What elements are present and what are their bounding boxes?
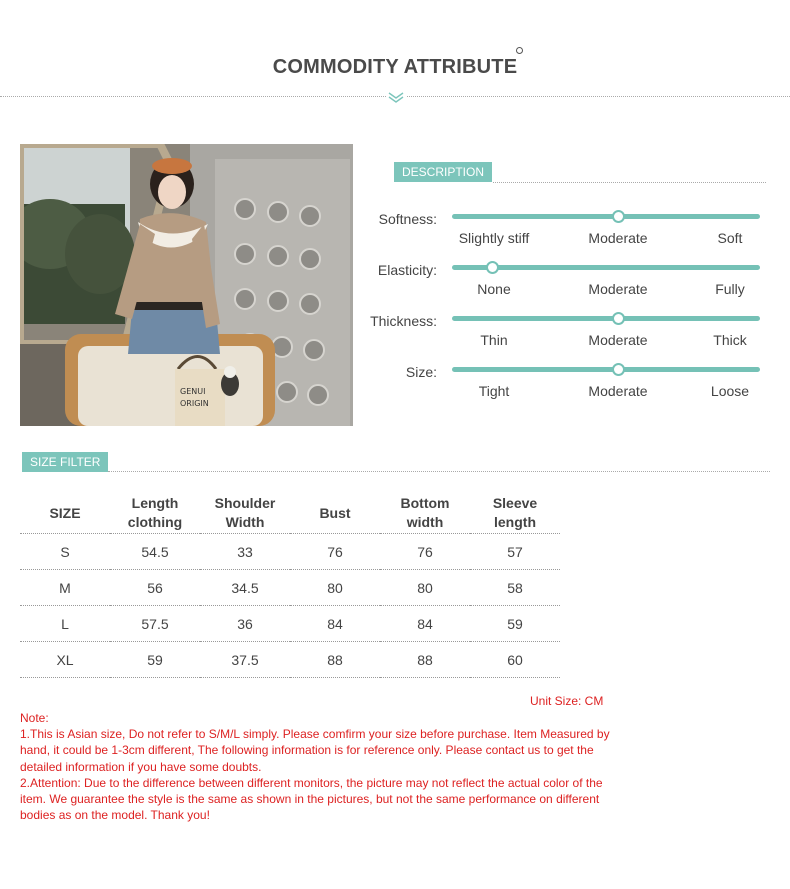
svg-text:ORIGIN: ORIGIN [180, 399, 209, 408]
attribute-option: Moderate [588, 383, 648, 399]
column-header: Bottom width [380, 493, 470, 534]
attribute-option: Moderate [588, 332, 648, 348]
table-row [20, 606, 560, 642]
table-row [20, 570, 560, 606]
table-header-row [20, 493, 560, 534]
table-row [20, 534, 560, 570]
measurement-cell: 33 [200, 534, 290, 570]
size-cell: M [20, 570, 110, 606]
attribute-slider-knob [612, 210, 625, 223]
column-header: Bust [290, 493, 380, 534]
attribute-slider-track [452, 265, 760, 270]
description-divider [493, 182, 766, 183]
size-filter-tag: SIZE FILTER [22, 452, 108, 472]
note-heading: Note: [20, 711, 49, 725]
attribute-slider-track [452, 367, 760, 372]
size-table [20, 493, 560, 678]
attribute-option: Fully [715, 281, 745, 297]
measurement-cell: 88 [380, 642, 470, 678]
attribute-slider-knob [612, 312, 625, 325]
table-row [20, 642, 560, 678]
attribute-option: Thick [713, 332, 747, 348]
attribute-option: Loose [710, 383, 750, 399]
measurement-cell: 57.5 [110, 606, 200, 642]
column-header: Length clothing [110, 493, 200, 534]
measurement-cell: 80 [380, 570, 470, 606]
measurement-cell: 88 [290, 642, 380, 678]
size-filter-divider [108, 471, 770, 472]
attribute-option: Moderate [588, 230, 648, 246]
description-tag: DESCRIPTION [394, 162, 492, 182]
chevron-down-icon [386, 90, 406, 104]
attribute-option: Moderate [588, 281, 648, 297]
size-cell: S [20, 534, 110, 570]
attribute-option: None [477, 281, 511, 297]
measurement-cell: 59 [470, 606, 560, 642]
measurement-cell: 76 [290, 534, 380, 570]
product-photo [20, 144, 353, 426]
measurement-cell: 76 [380, 534, 470, 570]
attribute-label: Softness: [378, 211, 437, 227]
measurement-cell: 56 [110, 570, 200, 606]
measurement-cell: 60 [470, 642, 560, 678]
measurement-cell: 36 [200, 606, 290, 642]
section-title: COMMODITY ATTRIBUTE [272, 56, 518, 78]
measurement-cell: 54.5 [110, 534, 200, 570]
measurement-cell: 58 [470, 570, 560, 606]
measurement-cell: 59 [110, 642, 200, 678]
degree-ring-icon [516, 47, 523, 54]
attribute-option: Tight [478, 383, 510, 399]
attribute-option: Slightly stiff [458, 230, 530, 246]
attribute-option: Soft [717, 230, 743, 246]
size-cell: XL [20, 642, 110, 678]
measurement-cell: 34.5 [200, 570, 290, 606]
attribute-slider-knob [486, 261, 499, 274]
unit-size-label: Unit Size: CM [530, 694, 604, 708]
column-header: SIZE [20, 493, 110, 534]
attribute-slider-knob [612, 363, 625, 376]
measurement-cell: 37.5 [200, 642, 290, 678]
notes [20, 710, 610, 823]
note-item: 1.This is Asian size, Do not refer to S/M/L simply. Please comfirm your size before purchase. Item Measured by hand, it could be 1-3cm different, The following information is for reference only. Please contact us to get the detailed information if you have some doubts. [20, 727, 610, 774]
note-item: 2.Attention: Due to the difference between different monitors, the picture may not reflect the actual color of the item. We guarantee the style is the same as shown in the pictures, but not the same performance on different bodies as on the model. Thank you! [20, 775, 603, 823]
attribute-label: Thickness: [370, 313, 437, 329]
column-header: Sleeve length [470, 493, 560, 534]
svg-text:GENUI: GENUI [180, 387, 206, 396]
measurement-cell: 80 [290, 570, 380, 606]
measurement-cell: 57 [470, 534, 560, 570]
attribute-label: Size: [405, 364, 437, 380]
attribute-slider-track [452, 214, 760, 219]
attribute-option: Thin [480, 332, 508, 348]
attribute-slider-track [452, 316, 760, 321]
column-header: Shoulder Width [200, 493, 290, 534]
measurement-cell: 84 [290, 606, 380, 642]
measurement-cell: 84 [380, 606, 470, 642]
size-cell: L [20, 606, 110, 642]
attribute-label: Elasticity: [377, 262, 437, 278]
